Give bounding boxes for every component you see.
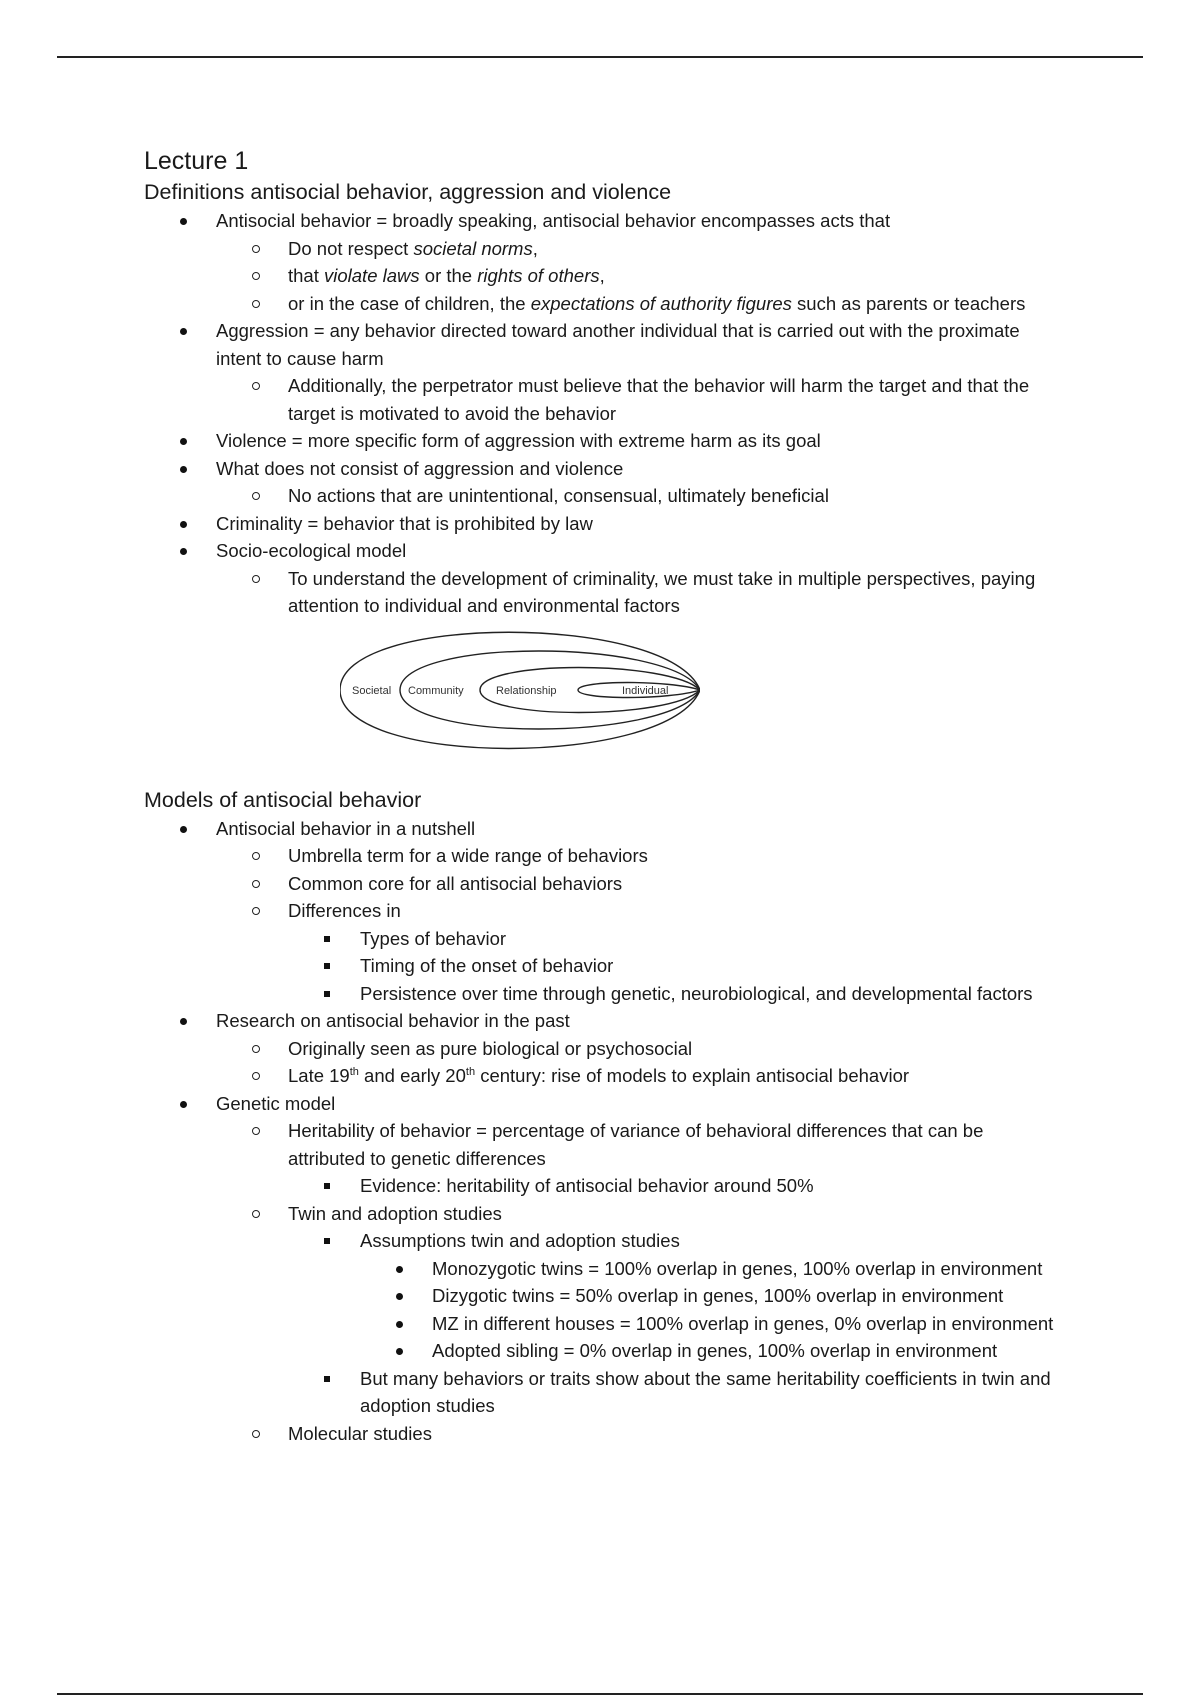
- section-title-models: Models of antisocial behavior: [144, 787, 422, 812]
- list-item: Common core for all antisocial behaviors: [288, 872, 623, 894]
- socio-ecological-diagram: [340, 628, 700, 758]
- list-item: Research on antisocial behavior in the past: [216, 1010, 570, 1031]
- list-item: Aggression = any behavior directed toward another individual that is carried out with the proximate intent to cause harm: [216, 320, 1020, 369]
- label-individual: Individual: [622, 684, 669, 697]
- list-item: that violate laws or the rights of others,: [288, 265, 605, 286]
- socio-ecological-svg: [340, 628, 700, 758]
- list-item: Evidence: heritability of antisocial behavior around 50%: [360, 1175, 814, 1196]
- list-item: What does not consist of aggression and violence: [216, 457, 624, 479]
- list-item: or in the case of children, the expectations of authority figures such as parents or teachers: [288, 292, 1026, 314]
- label-societal: Societal: [352, 684, 392, 697]
- list-item: Originally seen as pure biological or psychosocial: [288, 1037, 693, 1059]
- label-relationship: Relationship: [496, 684, 557, 697]
- label-community: Community: [408, 684, 464, 697]
- list-item: But many behaviors or traits show about the same heritability coefficients in twin and adoption studies: [360, 1367, 1051, 1416]
- models-list: [144, 815, 1064, 1448]
- top-rule: [57, 56, 1143, 58]
- list-item: Socio-ecological model: [216, 540, 407, 561]
- list-item: Molecular studies: [288, 1422, 432, 1444]
- list-item: Additionally, the perpetrator must believe that the behavior will harm the target and that the target is motivated to avoid the behavior: [288, 375, 1030, 424]
- document-body: [144, 144, 1064, 1447]
- list-item: Violence = more specific form of aggression with extreme harm as its goal: [216, 430, 821, 451]
- list-item: Assumptions twin and adoption studies: [360, 1230, 680, 1251]
- list-item: Genetic model: [216, 1092, 336, 1114]
- list-item: Differences in: [288, 900, 401, 921]
- list-item: Adopted sibling = 0% overlap in genes, 100% overlap in environment: [432, 1340, 998, 1361]
- bottom-rule: [57, 1693, 1143, 1695]
- list-item: To understand the development of criminality, we must take in multiple perspectives, paying attention to individual and environmental factors: [288, 567, 1036, 616]
- list-item: Do not respect societal norms,: [288, 237, 538, 259]
- definitions-list: [144, 207, 1064, 620]
- section-title-definitions: Definitions antisocial behavior, aggression and violence: [144, 180, 672, 204]
- list-item: MZ in different houses = 100% overlap in genes, 0% overlap in environment: [432, 1312, 1054, 1334]
- list-item: Antisocial behavior in a nutshell: [216, 817, 476, 839]
- list-item: Umbrella term for a wide range of behaviors: [288, 845, 648, 866]
- list-item: Late 19th and early 20th century: rise of models to explain antisocial behavior: [288, 1065, 910, 1086]
- list-item: Twin and adoption studies: [288, 1202, 502, 1224]
- list-item: Types of behavior: [360, 927, 507, 949]
- list-item: Criminality = behavior that is prohibited by law: [216, 512, 593, 534]
- list-item: No actions that are unintentional, consensual, ultimately beneficial: [288, 485, 829, 506]
- list-item: Persistence over time through genetic, neurobiological, and developmental factors: [360, 982, 1033, 1004]
- list-item: Antisocial behavior = broadly speaking, antisocial behavior encompasses acts that: [216, 210, 891, 231]
- list-item: Heritability of behavior = percentage of variance of behavioral differences that can be attributed to genetic differences: [288, 1120, 984, 1169]
- list-item: Monozygotic twins = 100% overlap in genes, 100% overlap in environment: [432, 1257, 1043, 1279]
- list-item: Dizygotic twins = 50% overlap in genes, 100% overlap in environment: [432, 1285, 1004, 1306]
- page-title: Lecture 1: [144, 147, 249, 175]
- list-item: Timing of the onset of behavior: [360, 955, 614, 976]
